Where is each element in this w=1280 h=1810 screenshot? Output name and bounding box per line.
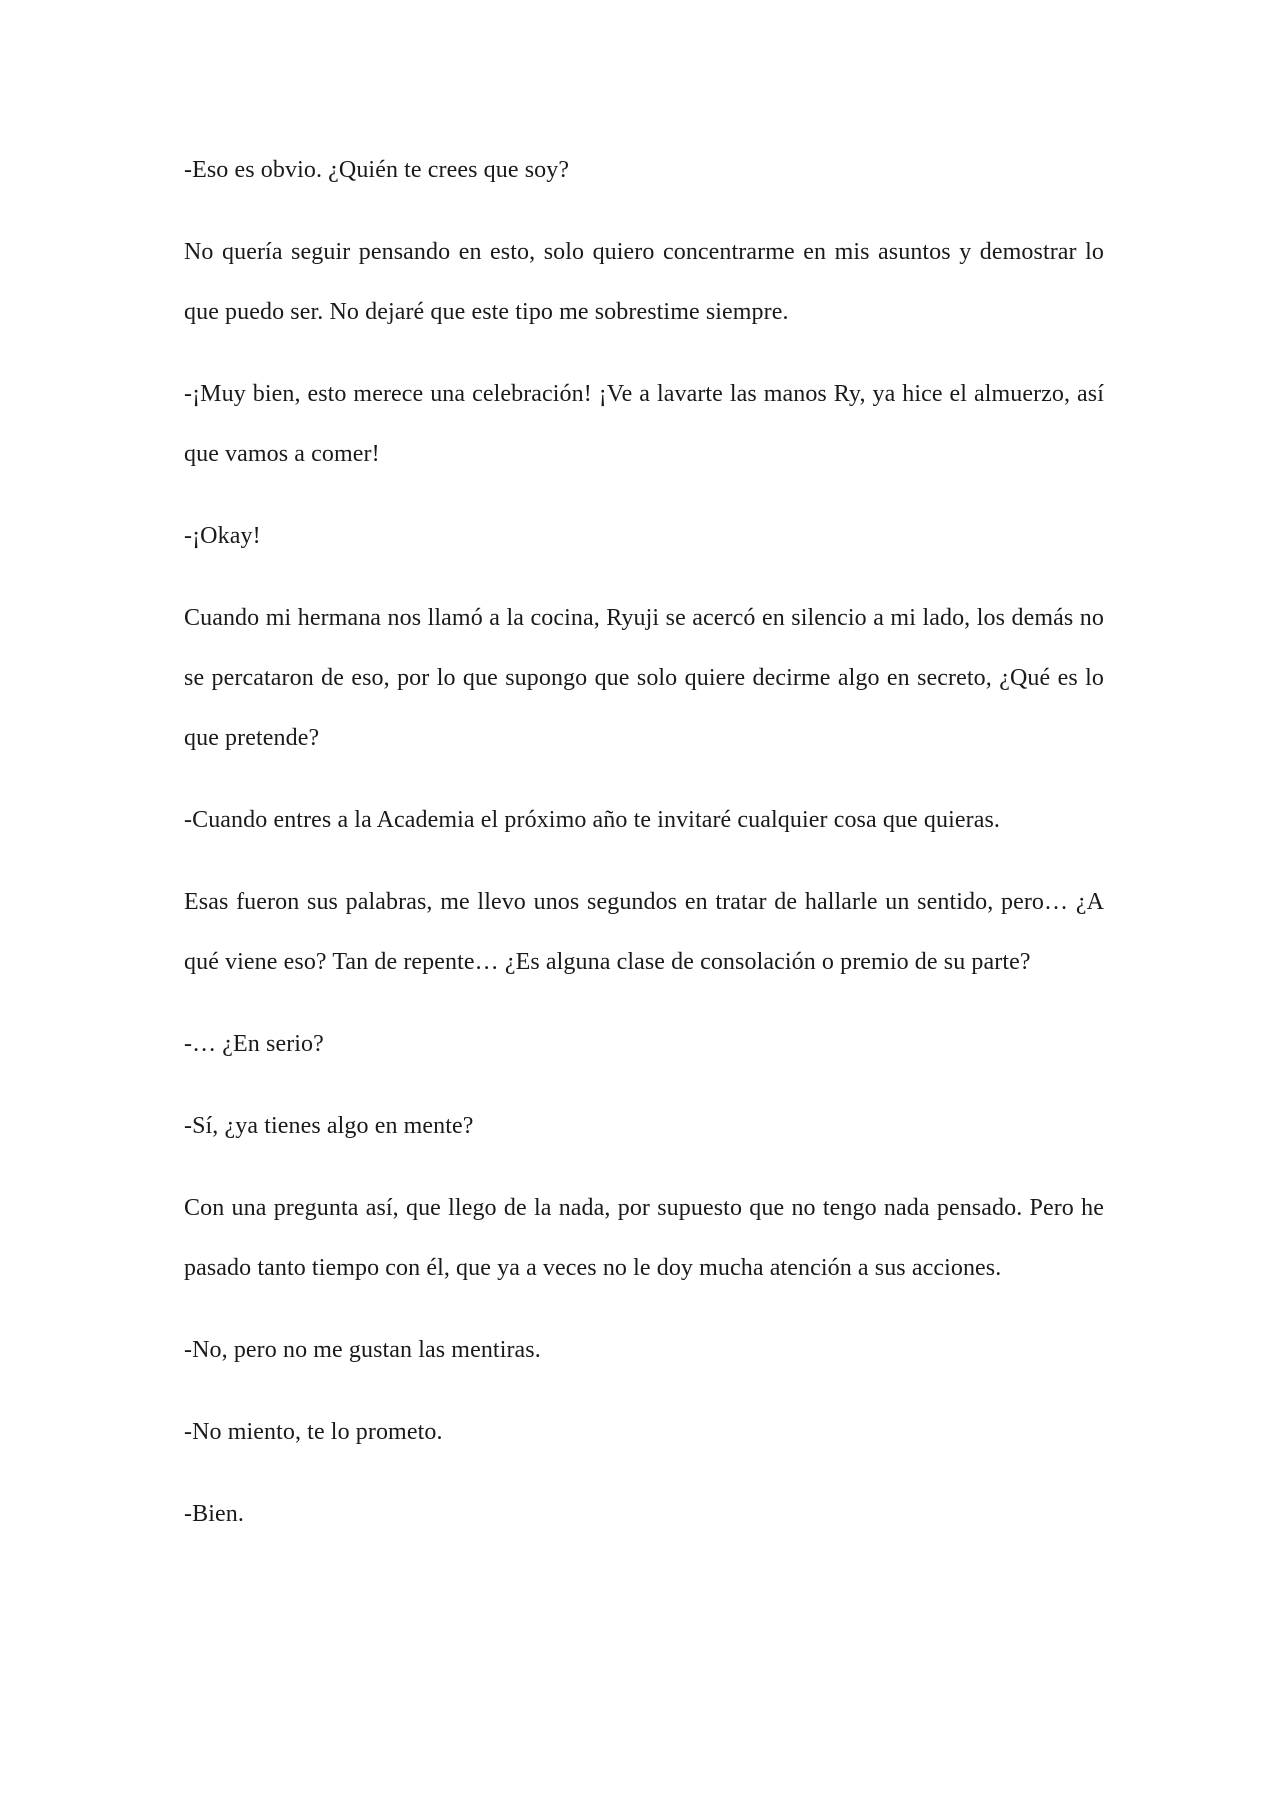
paragraph: -¡Okay! — [184, 523, 261, 549]
text-body — [184, 140, 1104, 1566]
paragraph: -Sí, ¿ya tienes algo en mente? — [184, 1113, 474, 1139]
paragraph: No quería seguir pensando en esto, solo quiero concentrarme en mis asuntos y demostrar lo que puedo ser. No dejaré que este tipo me sobrestime siempre. — [184, 239, 1104, 325]
paragraph: -… ¿En serio? — [184, 1031, 324, 1057]
paragraph: -Bien. — [184, 1501, 244, 1527]
paragraph: -No miento, te lo prometo. — [184, 1419, 443, 1445]
paragraph: Cuando mi hermana nos llamó a la cocina, Ryuji se acercó en silencio a mi lado, los demás no se percataron de eso, por lo que supongo que solo quiere decirme algo en secreto, ¿Qué es lo que pretende? — [184, 605, 1104, 751]
paragraph: Con una pregunta así, que llego de la nada, por supuesto que no tengo nada pensado. Pero he pasado tanto tiempo con él, que ya a veces no le doy mucha atención a sus acciones. — [184, 1195, 1104, 1281]
paragraph: -Cuando entres a la Academia el próximo año te invitaré cualquier cosa que quieras. — [184, 807, 1000, 833]
paragraph: Esas fueron sus palabras, me llevo unos segundos en tratar de hallarle un sentido, pero… ¿A qué viene eso? Tan de repente… ¿Es alguna clase de consolación o premio de su parte? — [184, 889, 1104, 975]
paragraph: -No, pero no me gustan las mentiras. — [184, 1337, 541, 1363]
paragraph: -Eso es obvio. ¿Quién te crees que soy? — [184, 157, 570, 183]
paragraph: -¡Muy bien, esto merece una celebración! ¡Ve a lavarte las manos Ry, ya hice el almuerzo, así que vamos a comer! — [184, 381, 1104, 467]
